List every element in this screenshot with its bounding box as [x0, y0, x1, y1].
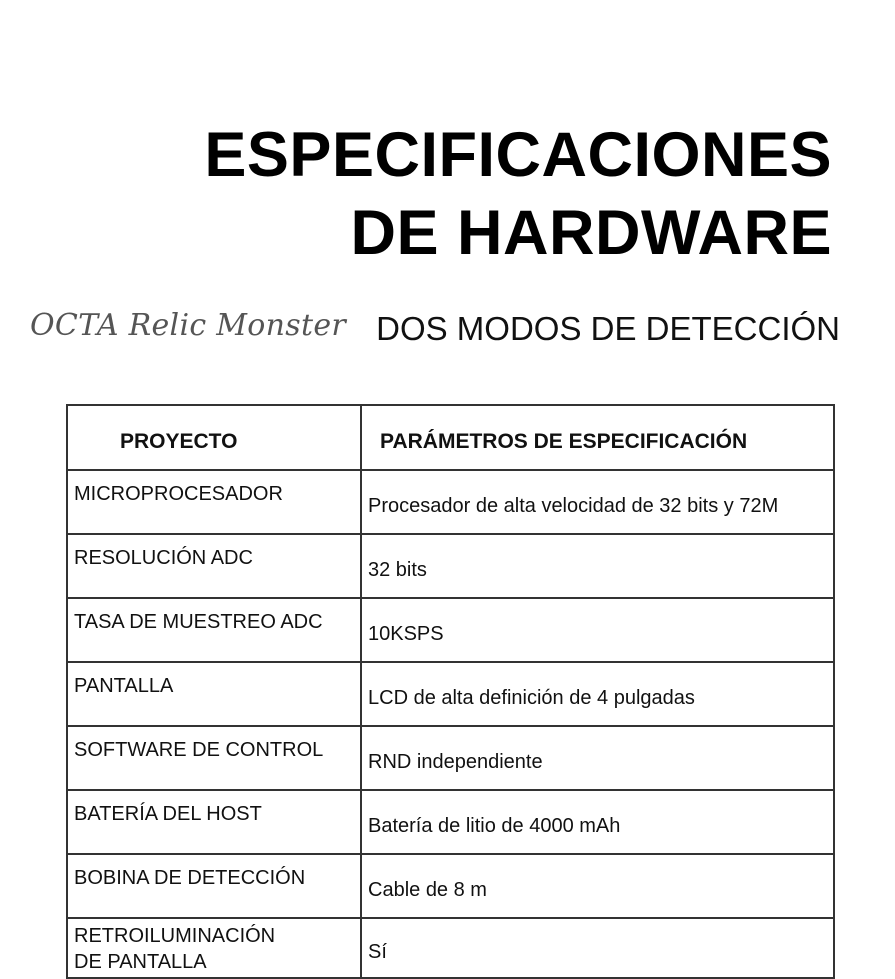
detection-modes-heading: DOS MODOS DE DETECCIÓN [376, 310, 840, 347]
spec-key-line-2: DE PANTALLA [74, 951, 207, 973]
header-parameters: PARÁMETROS DE ESPECIFICACIÓN [361, 405, 834, 470]
spec-value: Batería de litio de 4000 mAh [361, 790, 834, 854]
spec-value: RND independiente [361, 726, 834, 790]
table-row [67, 918, 834, 978]
table-row [67, 534, 834, 598]
page-title [204, 116, 832, 272]
table-header-row [67, 405, 834, 470]
spec-key: SOFTWARE DE CONTROL [67, 726, 361, 790]
spec-key: BOBINA DE DETECCIÓN [67, 854, 361, 918]
table-row [67, 854, 834, 918]
title-line-1: ESPECIFICACIONES [204, 120, 832, 190]
spec-value: 32 bits [361, 534, 834, 598]
spec-value: 10KSPS [361, 598, 834, 662]
subtitle-row [30, 308, 840, 352]
table-row [67, 662, 834, 726]
spec-key: BATERÍA DEL HOST [67, 790, 361, 854]
table-row [67, 470, 834, 534]
table-row [67, 726, 834, 790]
spec-value: LCD de alta definición de 4 pulgadas [361, 662, 834, 726]
spec-key [67, 918, 361, 978]
title-line-2: DE HARDWARE [350, 198, 832, 268]
specifications-table [66, 404, 835, 979]
brand-name: OCTA Relic Monster [30, 308, 347, 343]
header-project: PROYECTO [67, 405, 361, 470]
table-row [67, 598, 834, 662]
spec-value: Cable de 8 m [361, 854, 834, 918]
spec-value: Sí [361, 918, 834, 978]
spec-key: RESOLUCIÓN ADC [67, 534, 361, 598]
spec-key-line-1: RETROILUMINACIÓN [74, 925, 276, 947]
spec-key: MICROPROCESADOR [67, 470, 361, 534]
spec-value: Procesador de alta velocidad de 32 bits y 72M [361, 470, 834, 534]
table-row [67, 790, 834, 854]
spec-key: TASA DE MUESTREO ADC [67, 598, 361, 662]
spec-key: PANTALLA [67, 662, 361, 726]
